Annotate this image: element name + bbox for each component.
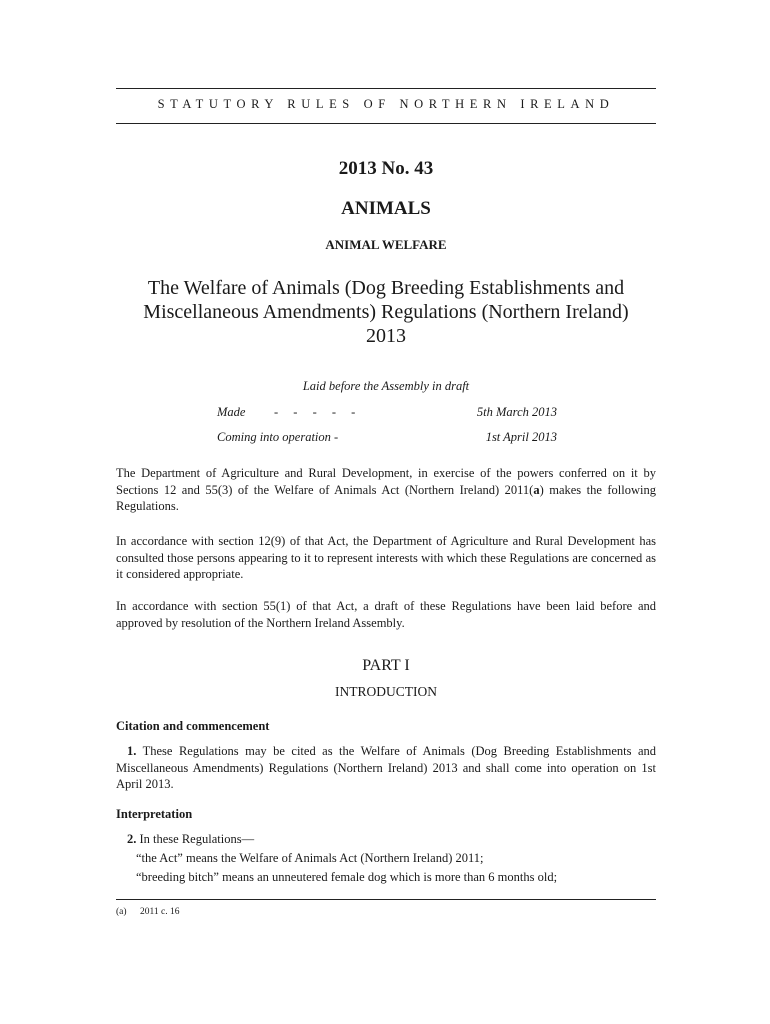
footnote-reference[interactable]: a [533, 482, 540, 497]
subject-heading: ANIMALS [341, 198, 431, 219]
coming-into-operation-label: Coming into operation - [217, 430, 339, 444]
regulation-number: 2. [127, 832, 137, 846]
made-date: 5th March 2013 [476, 405, 557, 419]
preamble-paragraph [116, 465, 656, 515]
header-bottom-rule [116, 123, 656, 124]
approval-paragraph: In accordance with section 55(1) of that Act, a draft of these Regulations have been laid before and approved by resolution of the Northern Ireland Assembly. [116, 599, 656, 630]
made-dashes: - - - - - [274, 405, 356, 419]
footnote-text: 2011 c. 16 [140, 907, 180, 917]
footnote-rule [116, 899, 656, 900]
footnote-label: (a) [116, 907, 127, 917]
header-top-rule [116, 88, 656, 89]
regulation-text: These Regulations may be cited as the Welfare of Animals (Dog Breeding Establishments and Miscellaneous Amendments) Regulations (Northern Ireland) 2013 and shall come into operation on 1st April 2013. [116, 744, 656, 791]
regulation-1 [116, 743, 656, 793]
regulation-number: 1. [127, 744, 137, 758]
coming-into-operation-date: 1st April 2013 [485, 430, 557, 444]
regulation-2 [127, 831, 656, 848]
footnote [116, 907, 180, 917]
definition-breeding-bitch: “breeding bitch” means an unneutered female dog which is more than 6 months old; [136, 870, 558, 884]
part-label: PART I [362, 657, 410, 674]
made-label: Made [217, 405, 246, 419]
consultation-paragraph: In accordance with section 12(9) of that Act, the Department of Agriculture and Rural Development has consulted those persons appearing to it to represent interests with which these Regulations are concerned as it considered appropriate. [116, 534, 656, 581]
title-line: The Welfare of Animals (Dog Breeding Establishments and [147, 277, 625, 299]
instrument-number: 2013 No. 43 [338, 158, 434, 179]
title-line: Miscellaneous Amendments) Regulations (Northern Ireland) [143, 301, 629, 323]
part-title: INTRODUCTION [335, 684, 437, 699]
definition-the-act: “the Act” means the Welfare of Animals Act (Northern Ireland) 2011; [136, 851, 484, 865]
regulation-text: In these Regulations— [136, 832, 255, 846]
citation-heading: Citation and commencement [116, 719, 270, 733]
subject-subheading: ANIMAL WELFARE [325, 237, 447, 252]
title-line: 2013 [366, 325, 406, 347]
preamble-text: The Department of Agriculture and Rural Development, in exercise of the powers conferred on it by Sections 12 and 55(3) of the Welfare of Animals Act (Northern Ireland) 2011( [116, 466, 656, 497]
preamble-text: ) makes the following Regulations. [116, 482, 656, 513]
laid-statement: Laid before the Assembly in draft [302, 379, 470, 393]
interpretation-heading: Interpretation [116, 807, 193, 821]
series-heading: STATUTORY RULES OF NORTHERN IRELAND [157, 97, 615, 111]
instrument-title [116, 276, 656, 348]
